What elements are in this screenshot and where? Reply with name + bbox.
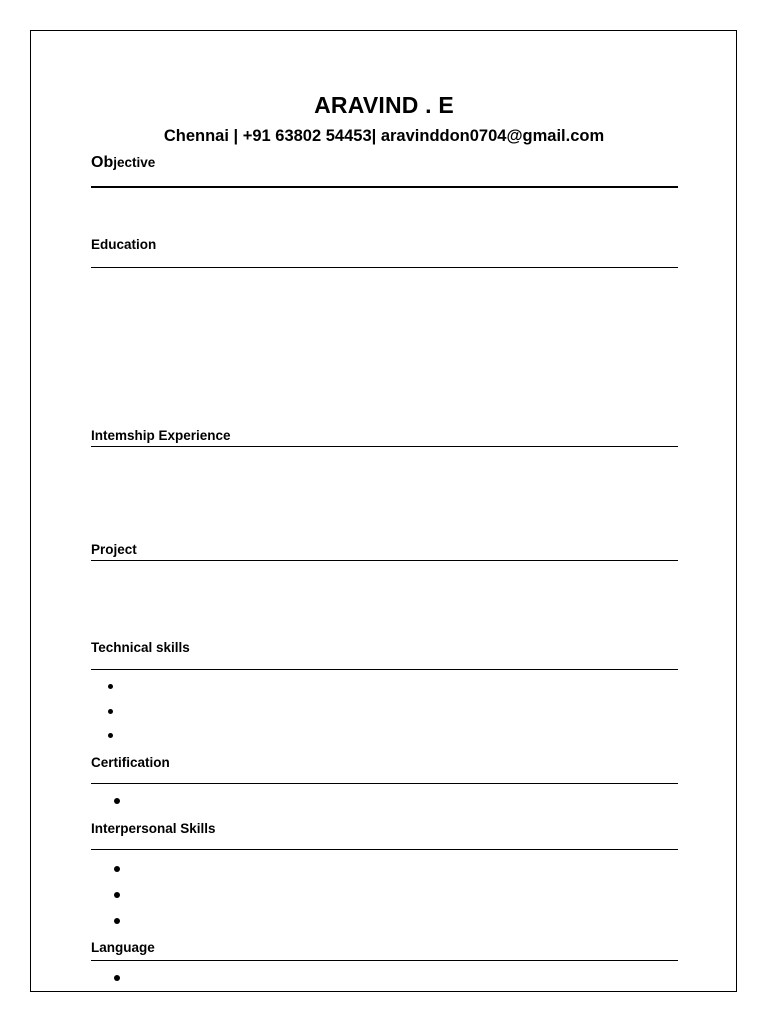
- section-title-certification: Certification: [91, 755, 170, 770]
- interpersonal-skills-divider: [91, 849, 678, 850]
- section-title-language: Language: [91, 940, 155, 955]
- section-title-project: Project: [91, 542, 137, 557]
- certification-divider: [91, 783, 678, 784]
- interpersonal-skills-bullet: [114, 866, 120, 872]
- document-page: [30, 30, 737, 992]
- section-title-interpersonal-skills: Interpersonal Skills: [91, 821, 216, 836]
- objective-initial: Ob: [91, 154, 114, 171]
- internship-divider: [91, 446, 678, 447]
- certification-bullet: [114, 798, 120, 804]
- resume-name: ARAVIND . E: [314, 92, 454, 118]
- project-divider: [91, 560, 678, 561]
- section-title-technical-skills: Technical skills: [91, 640, 190, 655]
- objective-divider: [91, 186, 678, 188]
- education-divider: [91, 267, 678, 268]
- section-title-objective: [91, 154, 155, 172]
- language-bullet: [114, 975, 120, 981]
- technical-skills-bullet: [108, 733, 113, 738]
- objective-rest: jective: [113, 155, 156, 170]
- technical-skills-bullet: [108, 709, 113, 714]
- language-divider: [91, 960, 678, 961]
- interpersonal-skills-bullet: [114, 918, 120, 924]
- technical-skills-divider: [91, 669, 678, 670]
- interpersonal-skills-bullet: [114, 892, 120, 898]
- section-title-internship: Intemship Experience: [91, 428, 231, 443]
- technical-skills-bullet: [108, 684, 113, 689]
- section-title-education: Education: [91, 237, 157, 252]
- contact-line: Chennai | +91 63802 54453| aravinddon0704@gmail.com: [163, 127, 605, 145]
